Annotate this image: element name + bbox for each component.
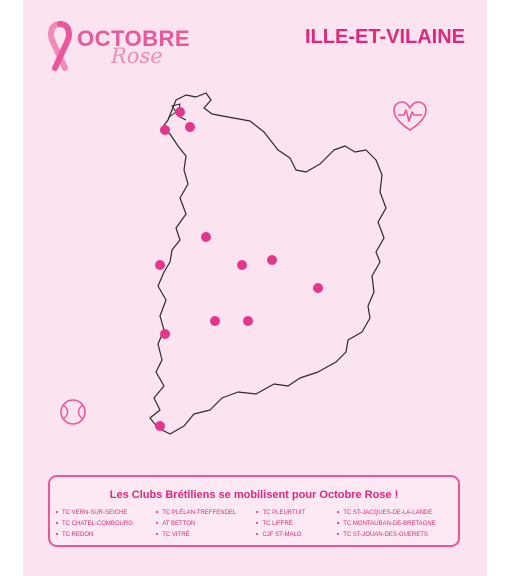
club-item: AT BETTON [156,520,256,528]
club-item: TC CHATEL-COMBOURG [56,520,156,528]
club-marker[interactable] [155,421,165,431]
club-item: TC ST-JACQUES-DE-LA-LANDE [337,509,454,517]
club-marker[interactable] [201,232,211,242]
department-title: ILLE-ET-VILAINE [305,26,465,48]
clubs-column [337,509,454,539]
clubs-column [156,509,256,539]
clubs-legend [48,475,460,547]
club-item: CJF ST-MALO [256,531,337,539]
club-item: TC LIFFRÉ [256,520,337,528]
club-item: TC PLÉLAN-TREFFENDEL [156,509,256,517]
club-item: TC ST-JOUAN-DES-GUERETS [337,531,454,539]
club-marker[interactable] [155,260,165,270]
club-markers [155,107,323,431]
logo-word-rose: Rose [111,44,163,68]
club-marker[interactable] [160,125,170,135]
club-marker[interactable] [210,316,220,326]
club-item: TC VERN-SUR-SEICHE [56,509,156,517]
heart-pulse-icon [392,100,428,134]
club-marker[interactable] [175,107,185,117]
club-marker[interactable] [243,316,253,326]
legend-title: Les Clubs Brétiliens se mobilisent pour Octobre Rose ! [109,489,399,501]
club-marker[interactable] [267,255,277,265]
club-marker[interactable] [160,329,170,339]
tennis-ball-icon [58,397,88,427]
club-marker[interactable] [185,122,195,132]
logo-word-octobre: OCTOBRE [77,26,191,51]
club-item: TC PLEURTUIT [256,509,337,517]
club-item: TC VITRÉ [156,531,256,539]
club-marker[interactable] [237,260,247,270]
club-marker[interactable] [313,283,323,293]
club-item: TC REDON [56,531,156,539]
club-item: TC MONTAUBAN-DE-BRETAGNE [337,520,454,528]
clubs-column [56,509,156,539]
clubs-columns [56,509,454,539]
department-outline [150,93,386,434]
clubs-column [256,509,337,539]
